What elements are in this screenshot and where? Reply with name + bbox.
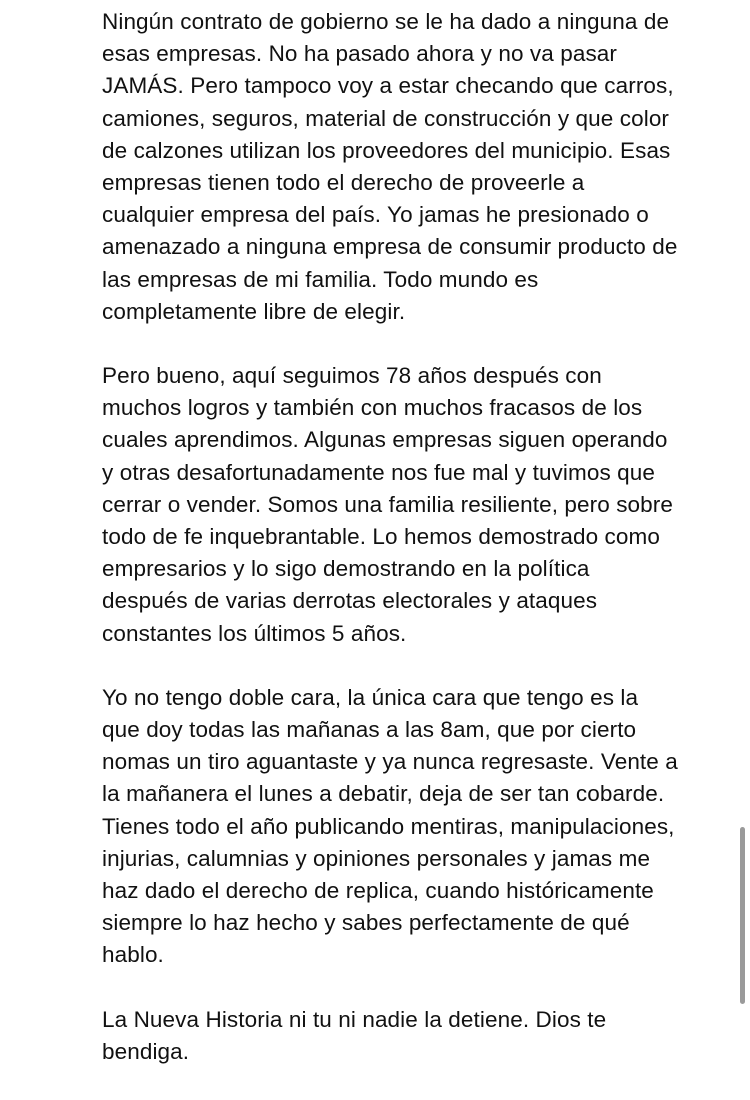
paragraph-4	[102, 1004, 738, 1068]
text-line: las empresas de mi familia. Todo mundo es	[102, 266, 539, 292]
text-line: cualquier empresa del país. Yo jamas he presionado o	[102, 202, 649, 228]
text-line: amenazado a ninguna empresa de consumir producto de	[102, 234, 678, 260]
text-line: muchos logros y también con muchos fracasos de los	[102, 395, 643, 421]
paragraph-3	[102, 682, 738, 972]
text-line: de calzones utilizan los proveedores del municipio. Esas	[102, 137, 671, 163]
text-line: cerrar o vender. Somos una familia resiliente, pero sobre	[102, 491, 673, 517]
text-line: empresas tienen todo el derecho de proveerle a	[102, 170, 585, 196]
text-line: esas empresas. No ha pasado ahora y no va pasar	[102, 41, 618, 67]
text-line: y otras desafortunadamente nos fue mal y tuvimos que	[102, 459, 655, 485]
text-line: que doy todas las mañanas a las 8am, que por cierto	[102, 717, 637, 743]
text-line: nomas un tiro aguantaste y ya nunca regresaste. Vente a	[102, 749, 678, 775]
text-line: Ningún contrato de gobierno se le ha dado a ninguna de	[102, 9, 670, 34]
text-line: Yo no tengo doble cara, la única cara que tengo es la	[102, 684, 639, 710]
text-line: siempre lo haz hecho y sabes perfectamente de qué	[102, 910, 630, 936]
text-line: La Nueva Historia ni tu ni nadie la detiene. Dios te	[102, 1006, 607, 1032]
paragraph-2	[102, 360, 738, 650]
text-line: empresarios y lo sigo demostrando en la política	[102, 556, 590, 582]
paragraph-1	[102, 6, 738, 328]
text-line: completamente libre de elegir.	[102, 298, 406, 324]
text-line: hablo.	[102, 942, 164, 968]
vertical-scrollbar[interactable]	[740, 827, 745, 1004]
text-line: haz dado el derecho de replica, cuando históricamente	[102, 878, 654, 904]
document-body	[102, 6, 738, 1100]
text-line: constantes los últimos 5 años.	[102, 620, 407, 646]
text-line: todo de fe inquebrantable. Lo hemos demostrado como	[102, 524, 660, 550]
text-line: camiones, seguros, material de construcción y que color	[102, 105, 670, 131]
text-line: cuales aprendimos. Algunas empresas siguen operando	[102, 427, 668, 453]
text-line: Pero bueno, aquí seguimos 78 años después con	[102, 363, 602, 389]
text-line: después de varias derrotas electorales y ataques	[102, 588, 598, 614]
text-line: Tienes todo el año publicando mentiras, manipulaciones,	[102, 813, 675, 839]
text-line: injurias, calumnias y opiniones personales y jamas me	[102, 845, 651, 871]
text-line: bendiga.	[102, 1038, 190, 1064]
text-line: la mañanera el lunes a debatir, deja de ser tan cobarde.	[102, 781, 665, 807]
text-line: JAMÁS. Pero tampoco voy a estar checando que carros,	[102, 73, 674, 99]
